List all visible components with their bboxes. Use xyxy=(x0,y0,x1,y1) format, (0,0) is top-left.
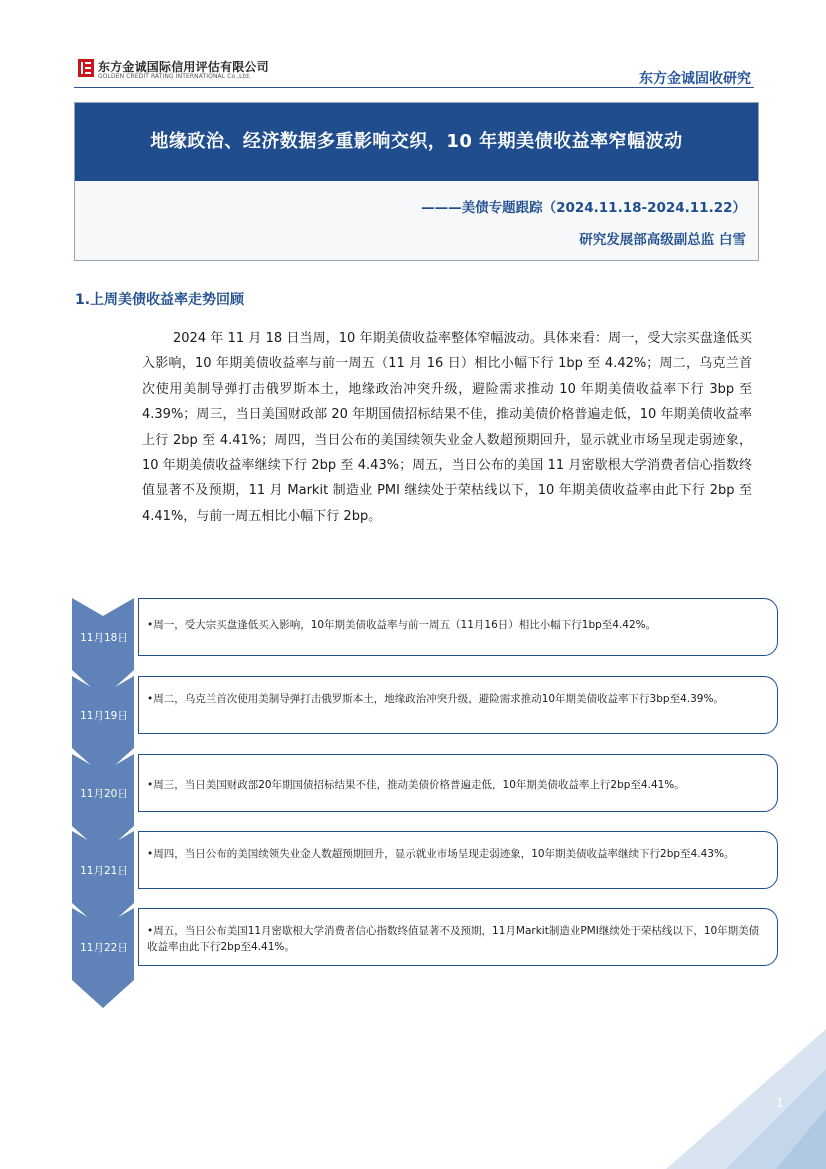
title-block xyxy=(74,102,759,261)
timeline-date: 11月21日 xyxy=(80,865,128,877)
section-paragraph: 2024 年 11 月 18 日当周，10 年期美债收益率整体窄幅波动。具体来看：周一，受大宗买盘逢低买入影响，10 年期美债收益率与前一周五（11 月 16 日）相比小幅下行 1bp 至 4.42%；周二，乌克兰首次使用美制导弹打击俄罗斯本土，地缘政治冲突升级，避险需求推动 10 年期美债收益率下行 3bp 至 4.39%；周三，当日美国财政部 20 年期国债招标结果不佳，推动美债价格普遍走低，10 年期美债收益率上行 2bp 至 4.41%；周四，当日公布的美国续领失业金人数超预期回升，显示就业市场呈现走弱迹象，10 年期美债收益率继续下行 2bp 至 4.43%；周五，当日公布的美国 11 月密歇根大学消费者信心指数终值显著不及预期，11 月 Markit 制造业 PMI 继续处于荣枯线以下，10 年期美债收益率由此下行 2bp 至 4.41%，与前一周五相比小幅下行 2bp。 xyxy=(142,331,752,524)
timeline-text-box: •周四，当日公布的美国续领失业金人数超预期回升，显示就业市场呈现走弱迹象，10年期美债收益率继续下行2bp至4.43%。 xyxy=(138,831,778,889)
timeline-item xyxy=(72,831,782,901)
page-header xyxy=(0,0,826,92)
timeline-item xyxy=(72,908,782,978)
timeline-chevron-icon xyxy=(72,908,134,1008)
report-title: 地缘政治、经济数据多重影响交织，10 年期美债收益率窄幅波动 xyxy=(150,131,683,152)
timeline-item xyxy=(72,598,782,668)
company-logo-icon xyxy=(78,59,94,77)
section-heading: 1.上周美债收益率走势回顾 xyxy=(75,292,245,308)
brand-label: 东方金诚固收研究 xyxy=(639,71,751,87)
timeline-text-box: •周三，当日美国财政部20年期国债招标结果不佳，推动美债价格普遍走低，10年期美债收益率上行2bp至4.41%。 xyxy=(138,754,778,812)
company-name-en: GOLDEN CREDIT RATING INTERNATIONAL Co.,Ltd. xyxy=(98,73,251,80)
report-subtitle: ———美债专题跟踪（2024.11.18-2024.11.22） xyxy=(421,200,746,216)
header-divider xyxy=(74,87,754,88)
timeline-item xyxy=(72,754,782,824)
timeline-date: 11月22日 xyxy=(80,942,128,954)
company-name-cn: 东方金诚国际信用评估有限公司 xyxy=(98,60,269,74)
report-author: 研究发展部高级副总监 白雪 xyxy=(579,232,746,248)
timeline-date: 11月19日 xyxy=(80,710,128,722)
timeline-date: 11月18日 xyxy=(80,632,128,644)
timeline-date: 11月20日 xyxy=(80,788,128,800)
timeline-text-box: •周二，乌克兰首次使用美制导弹打击俄罗斯本土，地缘政治冲突升级，避险需求推动10年期美债收益率下行3bp至4.39%。 xyxy=(138,676,778,734)
timeline-item xyxy=(72,676,782,746)
page-number: 1 xyxy=(776,1096,784,1110)
timeline-text-box: •周一，受大宗买盘逢低买入影响，10年期美债收益率与前一周五（11月16日）相比小幅下行1bp至4.42%。 xyxy=(138,598,778,656)
timeline-text-box: •周五，当日公布美国11月密歇根大学消费者信心指数终值显著不及预期，11月Markit制造业PMI继续处于荣枯线以下，10年期美债收益率由此下行2bp至4.41%。 xyxy=(138,908,778,966)
corner-decoration xyxy=(636,1009,826,1169)
